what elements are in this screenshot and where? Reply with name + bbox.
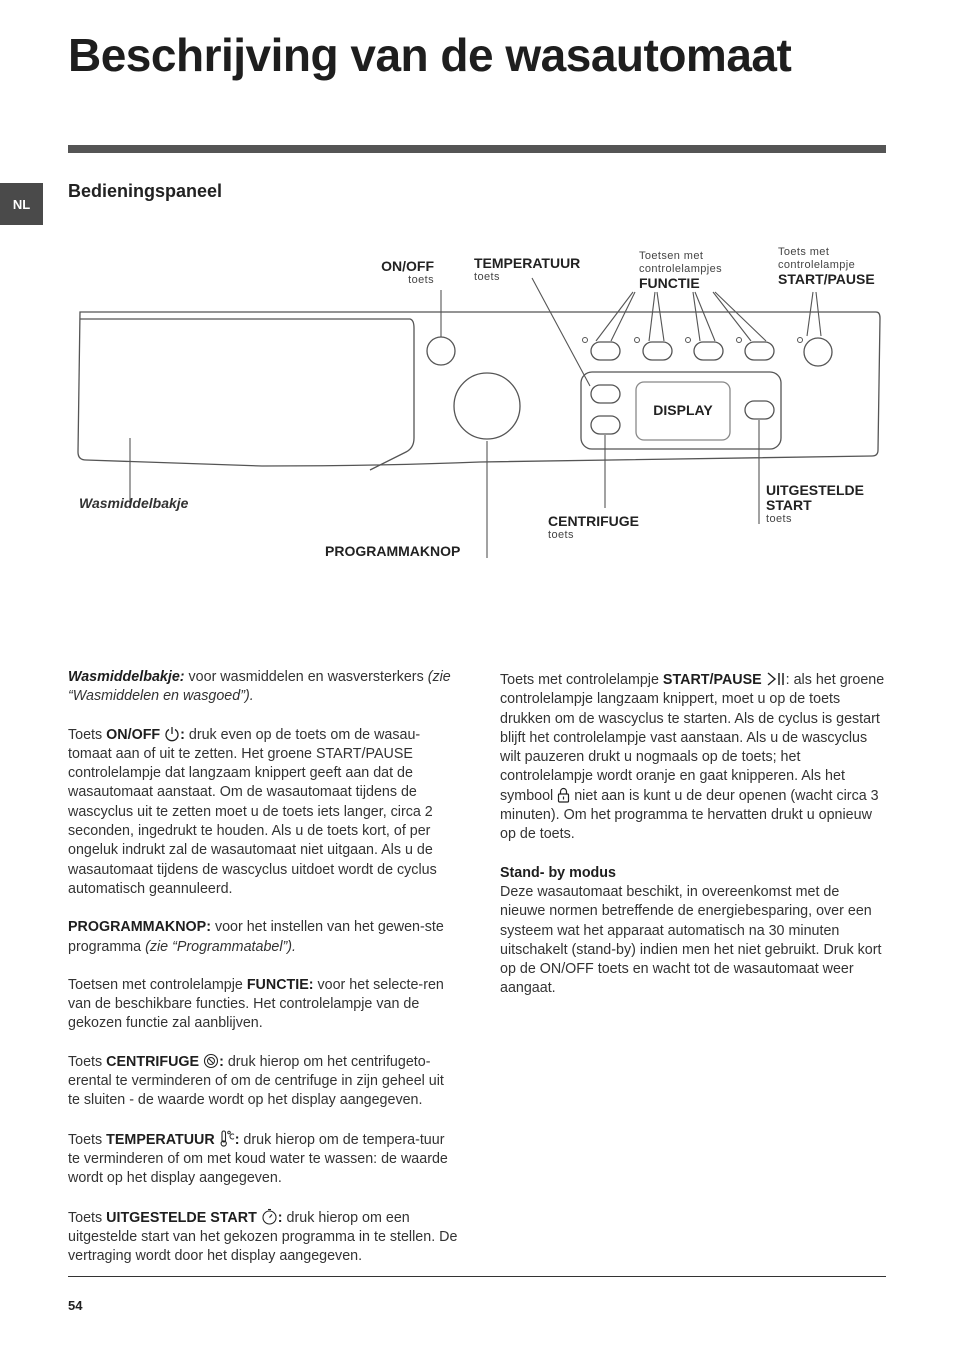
- functie-led-3: [686, 338, 691, 343]
- para-centrifuge-text: druk hierop om het centrifugeto-erental te verminderen of om de centrifuge in zijn geheel uit te sluiten - de waarde wordt op het display aangegeven.: [68, 1053, 444, 1109]
- program-knob: [454, 373, 520, 439]
- para-onoff-label: ON/OFF: [106, 726, 161, 743]
- para-temperatuur-colon: :: [234, 1131, 240, 1148]
- label-startpause: [778, 246, 875, 287]
- label-wasmiddelbakje: Wasmiddelbakje: [79, 495, 189, 511]
- para-standby: [500, 864, 886, 999]
- para-startpause: [500, 671, 886, 845]
- para-programmaknop-label: PROGRAMMAKNOP:: [68, 919, 211, 936]
- startpause-led: [798, 338, 803, 343]
- label-onoff-small: toets: [408, 274, 434, 286]
- para-functie-pre: Toetsen met controlelampje: [68, 976, 247, 993]
- section-title: Bedieningspaneel: [68, 181, 223, 201]
- para-uitgestelde: [68, 1208, 458, 1267]
- para-centrifuge-colon: :: [219, 1053, 224, 1070]
- functie-led-4: [737, 338, 742, 343]
- label-temperatuur: [474, 256, 580, 284]
- functie-led-2: [635, 338, 640, 343]
- para-onoff-pre: Toets: [68, 726, 107, 743]
- para-programmaknop-ref: (zie “Programmatabel”).: [145, 938, 297, 955]
- page-title: Beschrijving van de wasautomaat: [68, 29, 792, 81]
- leader-startpause-b: [816, 292, 821, 336]
- leader-startpause-a: [807, 292, 813, 336]
- functie-button-1: [591, 342, 620, 360]
- para-startpause-text2: niet aan is kunt u de deur openen (wacht circa 3 minuten). Om het programma te hervatten drukt u opnieuw op de toets.: [500, 787, 879, 843]
- label-functie-small2: controlelampjes: [639, 263, 723, 275]
- para-onoff: [68, 726, 458, 900]
- left-text-column: [68, 668, 458, 1285]
- label-centrifuge: [548, 514, 639, 542]
- label-temperatuur-bold: TEMPERATUUR: [474, 255, 581, 271]
- para-startpause-text1: : als het groene controlelampje langzaam knippert, moet u op de toets drukken om de wascyclus te starten. Als de cyclus is gestart blijft het controlelampje vast aanstaan. Als u de wascyclus wilt pauzeren drukt u nogmaals op de toets; het controlelampje wordt oranje en gaat knipperen. Als het symbool: [500, 672, 885, 804]
- label-startpause-bold: START/PAUSE: [778, 271, 875, 287]
- para-startpause-label: START/PAUSE: [662, 672, 762, 688]
- para-functie: [68, 976, 458, 1034]
- leader-functie-3a: [693, 292, 700, 341]
- para-wasmiddelbakje-label: Wasmiddelbakje:: [68, 669, 185, 685]
- bottom-rule: [68, 1276, 886, 1277]
- para-centrifuge-label: CENTRIFUGE: [106, 1053, 200, 1070]
- label-functie-bold: FUNCTIE: [639, 275, 700, 291]
- functie-button-4: [745, 342, 774, 360]
- para-functie-label: FUNCTIE:: [246, 976, 314, 993]
- label-uitgestelde-bold2: START: [766, 497, 812, 513]
- para-uitgestelde-colon: :: [277, 1209, 283, 1226]
- leader-functie-2a: [649, 292, 655, 341]
- para-onoff-text: druk even op de toets om de wasau-tomaat aan of uit te zetten. Het groene START/PAUSE controlelampje dat langzaam knippert geeft aan dat de wasautomaat aanstaat. Om de wasautomaat tijdens de wascyclus uit te zetten moet u de toets iets langer, circa 2 seconden, ingedrukt te houden. Als u de toets kort, of per ongeluk indrukt zal de wasautomaat niet uitgaan. Als u de wasautomaat tijdens de wascyclus uitdoet wordt de cyclus automatisch geannuleerd.: [68, 726, 437, 897]
- leader-temperatuur: [532, 278, 590, 386]
- functie-button-3: [694, 342, 723, 360]
- para-uitgestelde-text: druk hierop om een uitgestelde start van het gekozen programma in te stellen. De vertraging wordt door het display aangegeven.: [68, 1209, 458, 1265]
- onoff-button: [427, 337, 455, 365]
- standby-title: Stand- by modus: [500, 864, 616, 881]
- startpause-button: [804, 338, 832, 366]
- delay-clock-icon: [261, 1208, 278, 1225]
- label-uitgestelde: [766, 483, 864, 526]
- label-uitgestelde-bold1: UITGESTELDE: [766, 482, 865, 498]
- para-temperatuur-label: TEMPERATUUR: [106, 1131, 215, 1148]
- label-uitgestelde-small: toets: [766, 513, 792, 525]
- title-rule: [68, 145, 886, 153]
- para-centrifuge-pre: Toets: [68, 1053, 107, 1070]
- leader-functie-3b: [695, 292, 715, 341]
- centrifuge-button: [591, 416, 620, 434]
- thermometer-icon: [219, 1130, 235, 1147]
- leader-functie-2b: [657, 292, 664, 341]
- para-wasmiddelbakje: [68, 668, 458, 707]
- label-startpause-small2: controlelampje: [778, 259, 856, 271]
- language-tab: NL: [0, 183, 43, 225]
- para-programmaknop-text: voor het instellen van het gewen-ste programma: [68, 919, 444, 955]
- para-startpause-pre: Toets met controlelampje: [500, 672, 663, 688]
- control-panel-diagram: [0, 240, 954, 570]
- para-uitgestelde-label: UITGESTELDE START: [106, 1209, 257, 1226]
- label-temperatuur-small: toets: [474, 271, 500, 283]
- para-functie-text: voor het selecte-ren van de beschikbare functies. Het controlelampje van de gekozen functie zal aanblijven.: [68, 976, 444, 1032]
- para-centrifuge: [68, 1053, 458, 1111]
- functie-led-1: [583, 338, 588, 343]
- para-onoff-colon: :: [180, 726, 185, 743]
- right-text-column: [500, 671, 886, 1018]
- start-pause-icon: [766, 671, 786, 687]
- display-label: DISPLAY: [653, 402, 713, 418]
- para-programmaknop: [68, 918, 458, 957]
- para-wasmiddelbakje-ref: (zie “Wasmiddelen en wasgoed”).: [68, 669, 451, 705]
- page-number: 54: [68, 1298, 83, 1313]
- label-centrifuge-bold: CENTRIFUGE: [548, 513, 639, 529]
- label-functie-small1: Toetsen met: [639, 250, 704, 262]
- power-icon: [164, 726, 180, 742]
- para-wasmiddelbakje-text: voor wasmiddelen en wasversterkers: [184, 669, 428, 685]
- label-functie: [639, 250, 722, 291]
- label-onoff: [371, 259, 434, 287]
- label-startpause-small1: Toets met: [778, 246, 830, 258]
- temperatuur-button: [591, 385, 620, 403]
- label-programmaknop: PROGRAMMAKNOP: [325, 543, 461, 559]
- spin-icon: [203, 1053, 219, 1069]
- para-uitgestelde-pre: Toets: [68, 1209, 107, 1226]
- functie-button-2: [643, 342, 672, 360]
- para-temperatuur: [68, 1130, 458, 1189]
- para-temperatuur-text: druk hierop om de tempera-tuur te verminderen of om met koud water te wassen: de waarde wordt op het display aangegeven.: [68, 1131, 448, 1187]
- standby-text: Deze wasautomaat beschikt, in overeenkomst met de nieuwe normen betreffende de energiebesparing, over een systeem wat het apparaat automatisch na 30 minuten uitschakelt (stand-by) indien men het niet gebruikt. Druk kort op de ON/OFF toets en wacht tot de wasautomaat weer aangaat.: [500, 883, 882, 997]
- label-onoff-bold: ON/OFF: [381, 258, 434, 274]
- leader-functie-4a: [713, 292, 751, 341]
- leader-functie-4b: [715, 292, 766, 341]
- uitgestelde-button: [745, 401, 774, 419]
- para-temperatuur-pre: Toets: [68, 1131, 107, 1148]
- door-lock-icon: [557, 787, 570, 803]
- label-centrifuge-small: toets: [548, 529, 574, 541]
